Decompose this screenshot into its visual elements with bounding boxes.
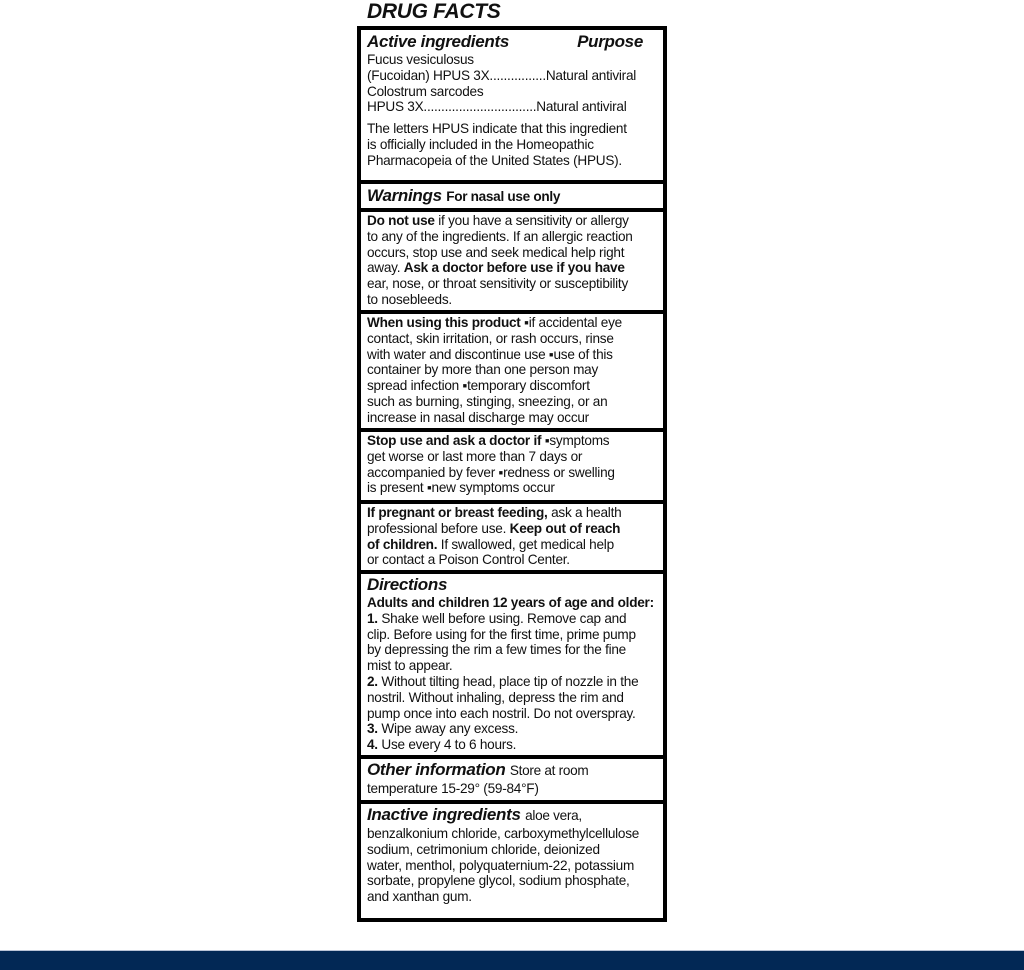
text-line: [367, 889, 657, 905]
text-line: [367, 276, 657, 292]
text-line: [367, 480, 657, 496]
text: sorbate, propylene glycol, sodium phosphate,: [367, 873, 630, 889]
text-line: [367, 410, 657, 426]
text: HPUS 3X................................Natural antiviral: [367, 99, 627, 115]
text-line: [367, 153, 657, 169]
text: Without tilting head, place tip of nozzle in the: [377, 673, 639, 689]
bold-text: When using this product: [367, 315, 525, 330]
bold-text: 1.: [367, 610, 378, 626]
text-line: [367, 394, 657, 410]
text-line: [367, 292, 657, 308]
text-line: [367, 362, 657, 378]
text-line: [367, 642, 657, 658]
inactive-ingredients-text: aloe vera,: [525, 808, 582, 823]
text: accompanied by fever ▪redness or swelling: [367, 464, 615, 480]
other-information-section: [361, 759, 663, 800]
text-line: [367, 595, 657, 611]
text-line: [367, 52, 657, 68]
do-not-use-section: [361, 212, 663, 310]
text-line: [367, 505, 657, 521]
bold-text: Keep out of reach: [509, 520, 621, 536]
text-line: [367, 781, 657, 797]
inactive-ingredients-section: [361, 804, 663, 918]
footer-bar: [0, 950, 1024, 970]
active-ingredients-heading: Active ingredients: [367, 32, 509, 51]
text-line: [367, 433, 657, 449]
other-information-text: Store at room: [509, 763, 589, 778]
text: spread infection ▪temporary discomfort: [367, 378, 590, 394]
text-line: [367, 229, 657, 245]
text-line: [367, 721, 657, 737]
text-line: [367, 658, 657, 674]
text-line: [367, 737, 657, 753]
text: if you have a sensitivity or allergy: [434, 213, 629, 228]
warnings-section: [361, 184, 663, 208]
text: Fucus vesiculosus: [367, 52, 474, 67]
text-line: [367, 213, 657, 229]
text-line: [367, 347, 657, 363]
text-line: [367, 137, 657, 153]
text: Wipe away any excess.: [377, 721, 519, 737]
text: sodium, cetrimonium chloride, deionized: [367, 841, 600, 857]
text: Shake well before using. Remove cap and: [377, 610, 627, 626]
text-line: [367, 858, 657, 874]
text: benzalkonium chloride, carboxymethylcellulose: [367, 826, 640, 841]
text-line: [367, 99, 657, 115]
text-line: [367, 674, 657, 690]
text: ▪if accidental eye: [524, 315, 622, 330]
text: increase in nasal discharge may occur: [367, 409, 589, 425]
text-line: [367, 465, 657, 481]
text: with water and discontinue use ▪use of this: [367, 346, 613, 362]
drug-facts-panel: [357, 26, 667, 922]
bold-text: 4.: [367, 737, 378, 753]
text: clip. Before using for the first time, prime pump: [367, 626, 636, 642]
text-line: [367, 245, 657, 261]
text-line: [367, 260, 657, 276]
bold-text: Do not use: [367, 213, 435, 228]
warnings-subheading: For nasal use only: [446, 189, 561, 204]
warnings-heading: Warnings: [367, 186, 442, 205]
text-line: [367, 537, 657, 553]
text: such as burning, stinging, sneezing, or an: [367, 393, 608, 409]
text: or contact a Poison Control Center.: [367, 552, 570, 568]
text-line: [367, 706, 657, 722]
text: and xanthan gum.: [367, 889, 472, 905]
drug-facts-title: DRUG FACTS: [367, 0, 501, 23]
text: Use every 4 to 6 hours.: [377, 737, 517, 753]
bold-text: Adults and children 12 years of age and older:: [367, 595, 654, 610]
bold-text: If pregnant or breast feeding,: [367, 505, 548, 520]
text: away.: [367, 260, 404, 276]
text: contact, skin irritation, or rash occurs, rinse: [367, 330, 614, 346]
text-line: [367, 611, 657, 627]
text: professional before use.: [367, 520, 510, 536]
stop-use-section: [361, 432, 663, 500]
text: Pharmacopeia of the United States (HPUS).: [367, 152, 622, 168]
other-information-heading: Other information: [367, 760, 506, 779]
text-line: [367, 378, 657, 394]
text-line: [367, 842, 657, 858]
bold-text: of children.: [367, 536, 438, 552]
text-line: [367, 84, 657, 100]
text-line: [367, 521, 657, 537]
text: water, menthol, polyquaternium-22, potassium: [367, 857, 635, 873]
text-line: [367, 68, 657, 84]
text: get worse or last more than 7 days or: [367, 448, 583, 464]
text: temperature 15-29° (59-84°F): [367, 781, 539, 796]
text: container by more than one person may: [367, 362, 599, 378]
bold-text: Ask a doctor before use if you have: [403, 260, 625, 276]
text: (Fucoidan) HPUS 3X................Natural antiviral: [367, 67, 637, 83]
text-line: [367, 331, 657, 347]
text: to nosebleeds.: [367, 291, 452, 307]
text-line: [367, 690, 657, 706]
text: Colostrum sarcodes: [367, 83, 484, 99]
text-line: [367, 826, 657, 842]
directions-heading: Directions: [367, 575, 448, 594]
text: pump once into each nostril. Do not overspray.: [367, 705, 636, 721]
text: nostril. Without inhaling, depress the rim and: [367, 689, 624, 705]
text-line: [367, 873, 657, 889]
when-using-section: [361, 314, 663, 428]
text: mist to appear.: [367, 658, 453, 674]
bold-text: 3.: [367, 721, 378, 737]
text: occurs, stop use and seek medical help right: [367, 244, 625, 260]
text: is officially included in the Homeopathic: [367, 136, 594, 152]
text: If swallowed, get medical help: [437, 536, 614, 552]
text-line: [367, 315, 657, 331]
text: ▪symptoms: [544, 433, 610, 448]
active-ingredients-section: [361, 30, 663, 180]
purpose-heading: Purpose: [577, 32, 643, 51]
text-line: [367, 627, 657, 643]
text-line: [367, 552, 657, 568]
text: The letters HPUS indicate that this ingredient: [367, 121, 627, 137]
inactive-ingredients-heading: Inactive ingredients: [367, 805, 521, 824]
directions-section: [361, 574, 663, 755]
text: by depressing the rim a few times for the fine: [367, 642, 626, 658]
bold-text: Stop use and ask a doctor if: [367, 433, 545, 448]
text: is present ▪new symptoms occur: [367, 480, 555, 496]
bold-text: 2.: [367, 673, 378, 689]
text: to any of the ingredients. If an allergic reaction: [367, 228, 633, 244]
text-line: [367, 449, 657, 465]
pregnancy-section: [361, 504, 663, 570]
text: ear, nose, or throat sensitivity or susceptibility: [367, 276, 629, 292]
text: ask a health: [547, 505, 622, 520]
text-line: [367, 121, 657, 137]
